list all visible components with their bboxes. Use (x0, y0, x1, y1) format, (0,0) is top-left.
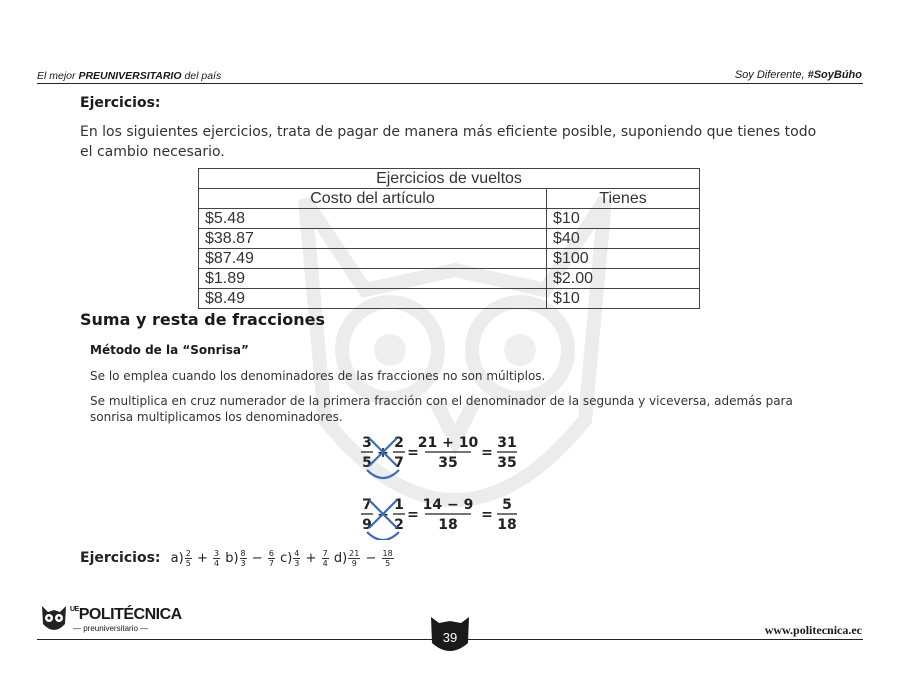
ex2-result-numerator: 5 (502, 497, 512, 513)
have-cell: $10 (547, 209, 700, 229)
header-prefix: El mejor (37, 70, 76, 82)
exercises-label: Ejercicios: (80, 550, 161, 566)
ex1-a-numerator: 3 (362, 435, 372, 451)
ex2-b-numerator: 1 (394, 497, 404, 513)
operator: − (251, 551, 263, 566)
fraction: $\frac{6}{7}$ (268, 549, 274, 568)
table-title-row (199, 169, 700, 189)
fraction: $\frac{3}{4}$ (213, 549, 220, 568)
table-title: Ejercicios de vueltos (199, 169, 700, 189)
ex2-result-denominator: 18 (497, 517, 517, 533)
fraction: $\frac{21}{9}$ (349, 549, 360, 568)
table-row (199, 289, 700, 309)
method-description: Se lo emplea cuando los denominadores de las fracciones no son múltiplos. (90, 369, 546, 383)
ex1-a-denominator: 5 (362, 455, 372, 471)
cost-cell: $8.49 (199, 289, 547, 309)
exercise-letter: c) (280, 551, 293, 566)
operator: + (305, 551, 317, 566)
header-tagline (37, 70, 221, 82)
ex2-equals: = (407, 507, 419, 523)
ex1-operator: + (377, 445, 389, 461)
intro-paragraph: En los siguientes ejercicios, trata de pagar de manera más eficiente posible, suponiendo que tienes todo el cambio necesario. (80, 124, 817, 160)
have-cell: $2.00 (547, 269, 700, 289)
logo-name: POLITÉCNICA (78, 606, 182, 623)
fraction: $\frac{7}{4}$ (322, 549, 328, 568)
operator: − (365, 551, 377, 566)
operator: + (196, 551, 208, 566)
table-row (199, 269, 700, 289)
example-2 (361, 497, 517, 540)
ejercicios-heading: Ejercicios: (80, 95, 161, 111)
cost-cell: $1.89 (199, 269, 547, 289)
table-row (199, 229, 700, 249)
ex1-equals: = (407, 445, 419, 461)
method-explanation: Se multiplica en cruz numerador de la primera fracción con el denominador de la segunda y viceversa, además para sonrisa multiplicamos los denominadores. (90, 394, 793, 424)
exercise-item (171, 551, 226, 566)
page-number-badge (428, 615, 472, 657)
page-number: 39 (442, 630, 458, 645)
exercise-letter: a) (170, 551, 184, 566)
have-cell: $10 (547, 289, 700, 309)
ex2-b-denominator: 2 (394, 517, 404, 533)
ex1-result-numerator: 31 (497, 435, 517, 451)
fraction: $\frac{4}{3}$ (294, 549, 300, 568)
header-slogan (735, 69, 862, 81)
ex2-operator: − (377, 507, 389, 523)
ex2-a-denominator: 9 (362, 517, 372, 533)
exercise-item (280, 551, 334, 566)
ex1-b-numerator: 2 (394, 435, 404, 451)
ex1-result-denominator: 35 (497, 455, 517, 471)
have-cell: $40 (547, 229, 700, 249)
fraction: $\frac{8}{3}$ (240, 549, 246, 568)
owl-logo-icon (40, 604, 68, 634)
ex2-mid-numerator: 14 − 9 (422, 497, 474, 513)
header-brand: PREUNIVERSITARIO (78, 70, 182, 82)
section-title: Suma y resta de fracciones (80, 310, 325, 329)
fraction: $\frac{18}{5}$ (382, 549, 393, 568)
cost-cell: $87.49 (199, 249, 547, 269)
column-header-have: Tienes (547, 189, 700, 209)
website-url: www.politecnica.ec (764, 623, 862, 637)
ex1-equals-2: = (481, 445, 493, 461)
cost-cell: $5.48 (199, 209, 547, 229)
have-cell: $100 (547, 249, 700, 269)
table-row (199, 209, 700, 229)
exercise-letter: b) (225, 551, 239, 566)
header-suffix: del país (184, 70, 222, 82)
exercise-item (225, 551, 280, 566)
ex2-a-numerator: 7 (362, 497, 372, 513)
change-exercises-table (198, 168, 700, 309)
exercise-letter: d) (333, 551, 348, 566)
header-divider (37, 83, 863, 84)
cost-cell: $38.87 (199, 229, 547, 249)
ex2-equals-2: = (481, 507, 493, 523)
method-title: Método de la “Sonrisa” (90, 343, 249, 357)
logo-wordmark (70, 606, 182, 624)
fraction: $\frac{2}{5}$ (185, 549, 191, 568)
smile-method-examples (355, 430, 555, 540)
header-hashtag: #SoyBúho (807, 69, 862, 81)
header-slogan-text: Soy Diferente, (734, 69, 805, 81)
ex1-mid-numerator: 21 + 10 (417, 435, 479, 451)
table-header-row (199, 189, 700, 209)
table-row (199, 249, 700, 269)
example-1 (361, 435, 517, 478)
ex1-mid-denominator: 35 (438, 455, 458, 471)
exercises-line (80, 549, 395, 568)
logo-prefix: UE (70, 606, 79, 613)
column-header-cost: Costo del artículo (199, 189, 547, 209)
logo-subtitle-text: preuniversitario (83, 624, 138, 633)
ex1-b-denominator: 7 (394, 455, 404, 471)
exercise-item (334, 551, 395, 566)
ex2-mid-denominator: 18 (438, 517, 458, 533)
logo-subtitle: — preuniversitario — (73, 624, 149, 633)
